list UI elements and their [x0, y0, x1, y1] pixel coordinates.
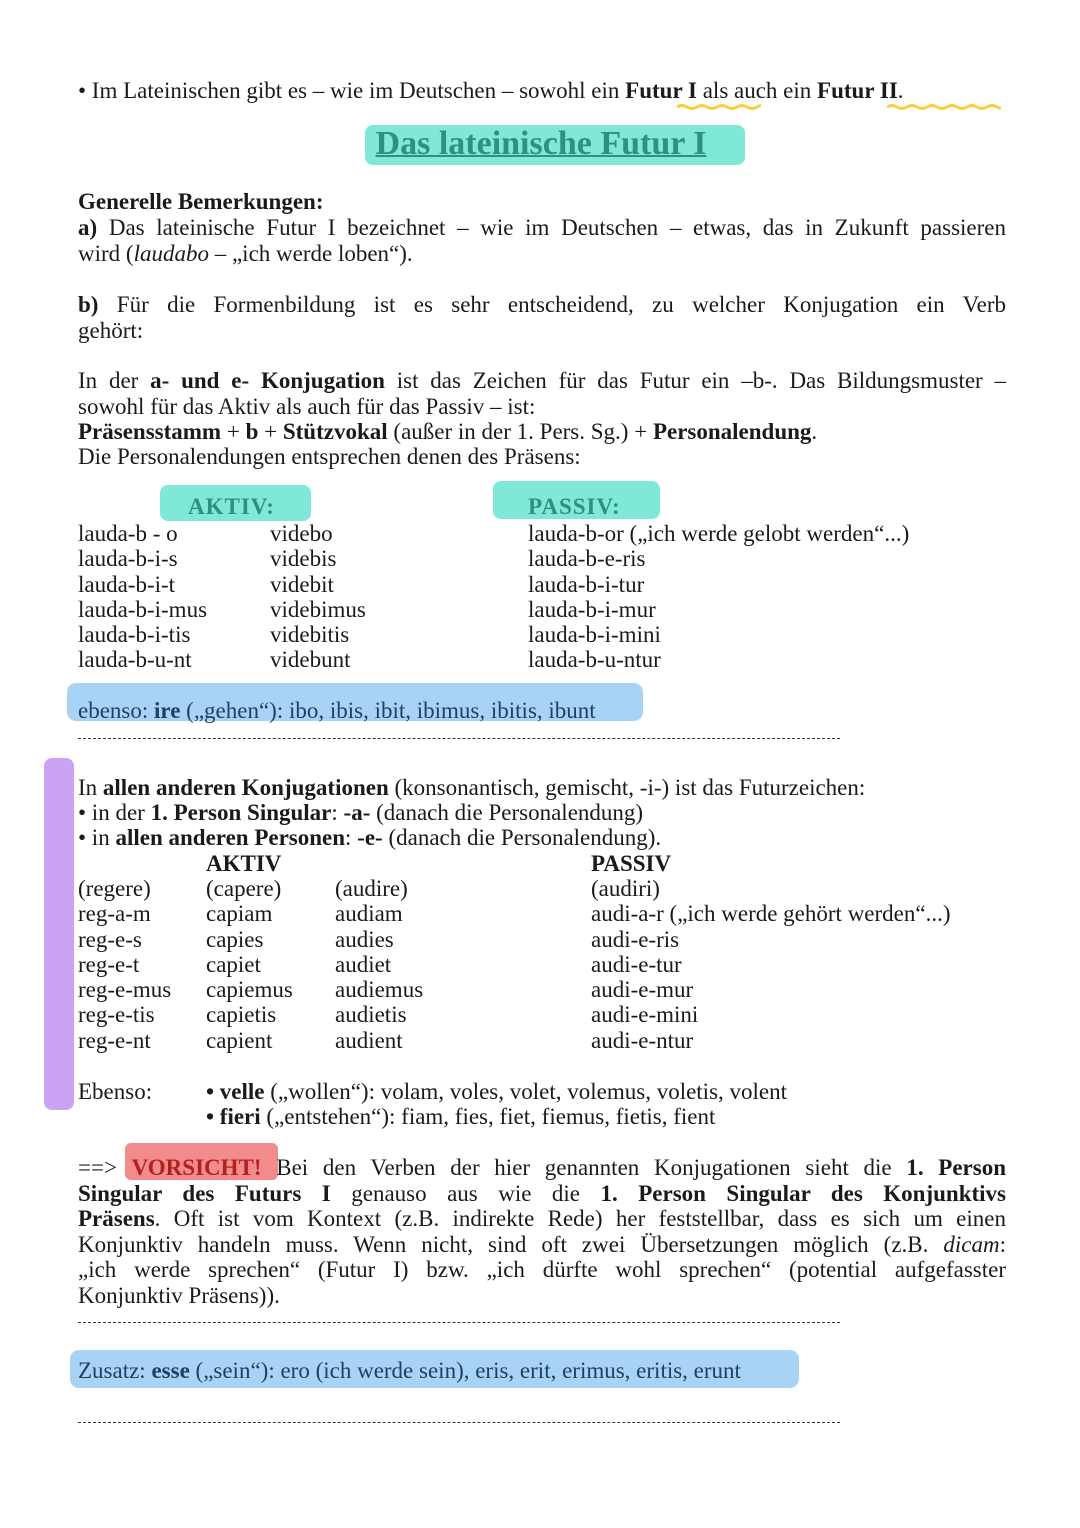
table-cell: lauda-b-i-tis	[78, 622, 191, 648]
table-cell: videbit	[270, 571, 334, 597]
other-line1: In allen anderen Konjugationen (konsonantisch, gemischt, -i-) ist das Futurzeichen:	[78, 775, 866, 800]
other-line2: • in der 1. Person Singular: -a- (danach die Personalendung)	[78, 800, 644, 825]
yellow-wavy-underline	[887, 104, 1001, 110]
table-cell: audi-e-mur	[591, 977, 694, 1003]
table-cell: capies	[206, 926, 264, 952]
remark-b-line2: gehört:	[78, 318, 144, 343]
ae-table-col-passiv	[528, 521, 909, 673]
table-cell: lauda-b-u-nt	[78, 647, 192, 673]
table-cell: videbimus	[270, 596, 366, 622]
table-cell: videbunt	[270, 647, 351, 673]
fieri-line: • fieri („entstehen“): fiam, fies, fiet, fiemus, fietis, fient	[206, 1104, 716, 1129]
aktiv-label: AKTIV:	[188, 494, 275, 519]
table-cell: reg-e-t	[78, 951, 140, 977]
table-cell: audies	[335, 926, 394, 952]
other-table-col-capere	[206, 876, 293, 1053]
table-cell: audi-e-ntur	[591, 1027, 694, 1053]
ae-table-col-videre	[270, 521, 366, 673]
table-cell: lauda-b-e-ris	[528, 546, 646, 572]
table-cell: (regere)	[78, 876, 151, 901]
yellow-wavy-underline	[677, 104, 761, 110]
vorsicht-label: VORSICHT!	[131, 1155, 262, 1180]
ae-line4: Die Personalendungen entsprechen denen des Präsens:	[78, 444, 581, 469]
remark-a-line2: wird (laudabo – „ich werde loben“).	[78, 241, 413, 266]
table-cell: lauda-b-i-mus	[78, 596, 208, 622]
divider	[78, 738, 840, 739]
caution-line1: ==> VORSICHT! Bei den Verben der hier genannten Konjugationen sieht die 1. Person	[78, 1155, 1007, 1180]
table-cell: audient	[335, 1027, 403, 1053]
caution-line5: „ich werde sprechen“ (Futur I) bzw. „ich dürfte wohl sprechen“ (potential aufgefasster	[78, 1257, 1006, 1282]
table-cell: capient	[206, 1027, 273, 1053]
table-cell: audiam	[335, 901, 403, 927]
caution-line6: Konjunktiv Präsens)).	[78, 1283, 280, 1308]
passiv-header: PASSIV	[591, 851, 672, 876]
passiv-label: PASSIV:	[528, 494, 621, 519]
table-cell: audiet	[335, 951, 392, 977]
table-cell: capietis	[206, 1002, 277, 1028]
other-table-col-regere	[78, 876, 171, 1053]
other-line3: • in allen anderen Personen: -e- (danach die Personalendung).	[78, 825, 662, 850]
page-title: Das lateinische Futur I	[375, 125, 707, 162]
table-cell: audi-e-ris	[591, 926, 680, 952]
remark-b-line1: b) Für die Formenbildung ist es sehr entscheidend, zu welcher Konjugation ein Verb	[78, 292, 1006, 317]
intro-line: • Im Lateinischen gibt es – wie im Deutschen – sowohl ein Futur I als auch ein Futur II.	[78, 78, 904, 103]
divider	[78, 1322, 840, 1323]
ebenso-label: Ebenso:	[78, 1079, 153, 1104]
ae-table-col-lauda-aktiv	[78, 521, 207, 673]
caution-line3: Präsens. Oft ist vom Kontext (z.B. indirekte Rede) her feststellbar, dass es sich um einen	[78, 1206, 1006, 1231]
table-cell: (audiri)	[591, 876, 660, 901]
table-cell: capiet	[206, 951, 261, 977]
remark-a-line1: a) Das lateinische Futur I bezeichnet – wie im Deutschen – etwas, das in Zukunft passieren	[78, 215, 1006, 240]
table-cell: reg-e-s	[78, 926, 142, 952]
table-cell: audi-e-mini	[591, 1002, 699, 1028]
ebenso-ire: ebenso: ire („gehen“): ibo, ibis, ibit, ibimus, ibitis, ibunt	[78, 698, 596, 723]
table-cell: lauda-b-i-mini	[528, 622, 661, 648]
other-table-col-audire	[335, 876, 423, 1053]
table-cell: lauda-b - o	[78, 521, 178, 546]
aktiv-header: AKTIV	[206, 851, 282, 876]
table-cell: videbitis	[270, 622, 350, 648]
table-cell: videbis	[270, 546, 337, 572]
caution-line2: Singular des Futurs I genauso aus wie die 1. Person Singular des Konjunktivs	[78, 1181, 1006, 1206]
table-cell: reg-e-tis	[78, 1002, 155, 1028]
ae-line1: In der a- und e- Konjugation ist das Zeichen für das Futur ein –b-. Das Bildungsmuster –	[78, 368, 1006, 393]
table-cell: videbo	[270, 521, 333, 546]
table-cell: reg-e-nt	[78, 1027, 151, 1053]
ae-line2: sowohl für das Aktiv als auch für das Passiv – ist:	[78, 394, 536, 419]
table-cell: audi-a-r („ich werde gehört werden“...)	[591, 901, 951, 927]
table-cell: lauda-b-or („ich werde gelobt werden“...)	[528, 521, 910, 546]
zusatz-line: Zusatz: esse („sein“): ero (ich werde sein), eris, erit, erimus, eritis, erunt	[78, 1358, 741, 1383]
table-cell: capiam	[206, 901, 273, 927]
table-cell: audiemus	[335, 977, 424, 1003]
divider	[78, 1422, 840, 1423]
table-cell: reg-a-m	[78, 901, 151, 927]
section-heading: Generelle Bemerkungen:	[78, 189, 324, 214]
table-cell: lauda-b-u-ntur	[528, 647, 661, 673]
table-cell: (audire)	[335, 876, 408, 901]
table-cell: lauda-b-i-t	[78, 571, 176, 597]
futur2-term: Futur II	[817, 78, 898, 103]
table-cell: reg-e-mus	[78, 977, 172, 1003]
table-cell: capiemus	[206, 977, 293, 1003]
table-cell: (capere)	[206, 876, 282, 901]
purple-margin-marker	[44, 758, 74, 1110]
table-cell: lauda-b-i-mur	[528, 596, 656, 622]
velle-line: • velle („wollen“): volam, voles, volet, volemus, voletis, volent	[206, 1079, 788, 1104]
table-cell: lauda-b-i-s	[78, 546, 178, 572]
futur1-term: Futur I	[625, 78, 697, 103]
table-cell: lauda-b-i-tur	[528, 571, 645, 597]
caution-line4: Konjunktiv handeln muss. Wenn nicht, sind oft zwei Übersetzungen möglich (z.B. dicam:	[78, 1232, 1006, 1257]
other-table-col-audiri	[591, 876, 951, 1053]
table-cell: audietis	[335, 1002, 407, 1028]
table-cell: audi-e-tur	[591, 951, 682, 977]
ae-formula: Präsensstamm + b + Stützvokal (außer in der 1. Pers. Sg.) + Personalendung.	[78, 419, 818, 444]
